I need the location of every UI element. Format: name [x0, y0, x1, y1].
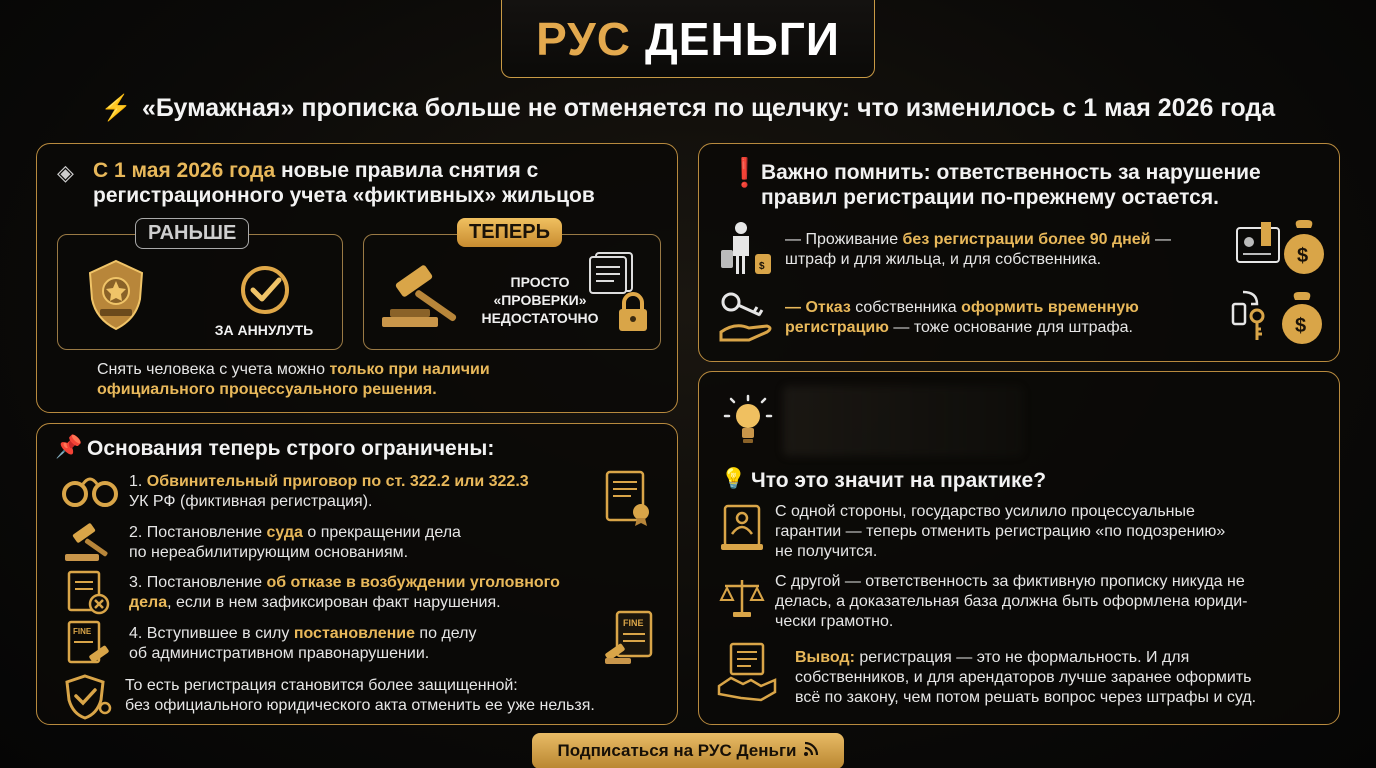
- svg-text:$: $: [1295, 315, 1307, 337]
- logo: [501, 0, 875, 78]
- row2-bold2: оформить временную: [961, 299, 1139, 316]
- logo-part-1: РУС: [536, 12, 632, 65]
- row1-a: — Проживание: [785, 231, 903, 248]
- before-box: [57, 234, 343, 350]
- practice-panel: [698, 371, 1340, 725]
- scales-icon: [719, 576, 765, 620]
- checkmark-icon: [238, 263, 292, 317]
- item2-a: 2. Постановление: [129, 524, 267, 541]
- lightning-icon: ⚡: [100, 94, 133, 122]
- liability-panel: [698, 143, 1340, 362]
- rules-title-date: С 1 мая 2026 года: [93, 159, 276, 182]
- item1-num: 1.: [129, 473, 147, 490]
- rules-note-plain: Снять человека с учета можно: [97, 361, 330, 378]
- row1-bold: без регистрации более 90 дней: [902, 231, 1151, 248]
- practice-p2: [775, 572, 1248, 632]
- p2-line-1: С другой — ответственность за фиктивную прописку никуда не: [775, 573, 1245, 590]
- now-tag: ТЕПЕРЬ: [457, 218, 562, 247]
- before-label: ЗА АННУЛУТЬ: [214, 322, 314, 338]
- svg-text:$: $: [759, 261, 765, 272]
- item4-bold: постановление: [293, 625, 415, 642]
- liability-row-1: [785, 230, 1171, 270]
- p3-line-3: всё по закону, чем потом решать вопрос через штрафы и суд.: [795, 689, 1257, 706]
- handshake-contract-icon: [717, 642, 777, 704]
- item4-b: по делу: [414, 625, 477, 642]
- liability-title: [761, 160, 1261, 210]
- document-reject-icon: [67, 570, 111, 616]
- rules-title-rest: новые правила снятия с: [275, 159, 539, 182]
- item3-bold1: об отказе в возбуждении уголовного: [266, 574, 560, 591]
- p2-line-2: делась, а доказательная база должна быть оформлена юриди-: [775, 593, 1248, 610]
- now-label-2: «ПРОВЕРКИ»: [493, 292, 587, 308]
- svg-text:$: $: [1297, 245, 1309, 267]
- liability-title-1: Важно помнить: ответственность за нарушение: [761, 161, 1261, 184]
- headline: [0, 94, 1376, 123]
- key-hand-icon: [719, 290, 775, 342]
- summary-2: без официального юридического акта отменить ее уже нельзя.: [125, 697, 595, 714]
- now-label: [472, 273, 608, 327]
- row2-b: — тоже основание для штрафа.: [888, 319, 1133, 336]
- item4-a: 4. Вступившее в силу: [129, 625, 294, 642]
- now-label-3: НЕДОСТАТОЧНО: [481, 310, 599, 326]
- item4-c: об административном правонарушении.: [129, 645, 430, 662]
- blurred-area: [783, 386, 1023, 456]
- row2-bold1: — Отказ: [785, 299, 851, 316]
- shield-check-icon: [63, 674, 113, 720]
- handcuffs-icon: [61, 470, 119, 510]
- row1-c: штраф и для жильца, и для собственника.: [785, 251, 1102, 268]
- certificate-icon: [603, 468, 653, 528]
- fine-gavel-icon: [603, 610, 659, 666]
- p2-line-3: чески грамотно.: [775, 613, 894, 630]
- item2-b: о прекращении дела: [302, 524, 461, 541]
- now-label-1: ПРОСТО: [510, 274, 570, 290]
- liability-row-2: [785, 298, 1139, 338]
- grounds-summary: [125, 676, 595, 716]
- conclusion-label: Вывод:: [795, 649, 855, 666]
- subscribe-button[interactable]: [532, 733, 844, 768]
- rules-title-line2: регистрационного учета «фиктивных» жильцов: [93, 184, 595, 207]
- practice-conclusion: [795, 648, 1256, 708]
- rules-title: [93, 158, 595, 208]
- item1-rest: УК РФ (фиктивная регистрация).: [129, 493, 373, 510]
- gavel-icon: [378, 259, 478, 331]
- p1-line-2: гарантии — теперь отменить регистрацию «по подозрению»: [775, 523, 1226, 540]
- logo-part-2: ДЕНЬГИ: [645, 12, 840, 65]
- grounds-title: Основания теперь строго ограничены:: [87, 437, 495, 460]
- keys-moneybag-icon: [1229, 290, 1327, 346]
- ground-item-1: [129, 472, 529, 512]
- stop-fine-icon: [1235, 218, 1327, 278]
- row2-a: собственника: [850, 299, 962, 316]
- item2-c: по нереабилитирующим основаниям.: [129, 544, 409, 561]
- police-badge-icon: [84, 259, 148, 331]
- rules-note-bold-2: официального процессуального решения.: [97, 381, 437, 398]
- fine-label: FINE: [623, 618, 644, 628]
- p1-line-3: не получится.: [775, 543, 878, 560]
- practice-p1: [775, 502, 1225, 562]
- row1-b: —: [1150, 231, 1171, 248]
- item3-bold2: дела: [129, 594, 168, 611]
- p3-line-2: собственников, и для арендаторов лучше заранее оформить: [795, 669, 1252, 686]
- rules-panel: [36, 143, 678, 413]
- rules-note-bold-1: только при наличии: [329, 361, 490, 378]
- rules-note: [97, 360, 490, 400]
- p1-line-1: С одной стороны, государство усилило процессуальные: [775, 503, 1195, 520]
- lightbulb-icon: 💡: [721, 468, 746, 490]
- now-box: [363, 234, 661, 350]
- headline-text: «Бумажная» прописка больше не отменяется по щелчку: что изменилось с 1 мая 2026 года: [142, 94, 1276, 122]
- exclamation-icon: ❗: [727, 157, 762, 188]
- before-tag: РАНЬШЕ: [135, 218, 249, 249]
- liability-title-2: правил регистрации по-прежнему остается.: [761, 186, 1219, 209]
- lock-icon: [616, 291, 650, 333]
- item1-bold: Обвинительный приговор по ст. 322.2 или 322.3: [146, 473, 529, 490]
- gavel-small-icon: [63, 520, 115, 564]
- practice-title: Что это значит на практике?: [751, 469, 1047, 492]
- svg-text:FINE: FINE: [73, 627, 92, 636]
- fine-document-icon: [65, 620, 117, 668]
- p3-line-1: регистрация — это не формальность. И для: [854, 649, 1190, 666]
- traveler-luggage-icon: [719, 220, 775, 278]
- person-document-icon: [719, 504, 765, 552]
- item3-b: , если в нем зафиксирован факт нарушения.: [167, 594, 501, 611]
- ground-item-4: [129, 624, 476, 664]
- summary-1: То есть регистрация становится более защищенной:: [125, 677, 518, 694]
- item2-bold: суда: [266, 524, 303, 541]
- diamond-icon: ◈: [57, 160, 74, 185]
- rss-icon: [803, 741, 819, 762]
- pushpin-icon: 📌: [55, 434, 83, 459]
- ground-item-3: [129, 573, 560, 613]
- lightbulb-large-icon: [723, 394, 773, 448]
- grounds-panel: [36, 423, 678, 725]
- subscribe-label: Подписаться на РУС Деньги: [557, 741, 797, 760]
- ground-item-2: [129, 523, 461, 563]
- item3-a: 3. Постановление: [129, 574, 267, 591]
- row2-bold3: регистрацию: [785, 319, 889, 336]
